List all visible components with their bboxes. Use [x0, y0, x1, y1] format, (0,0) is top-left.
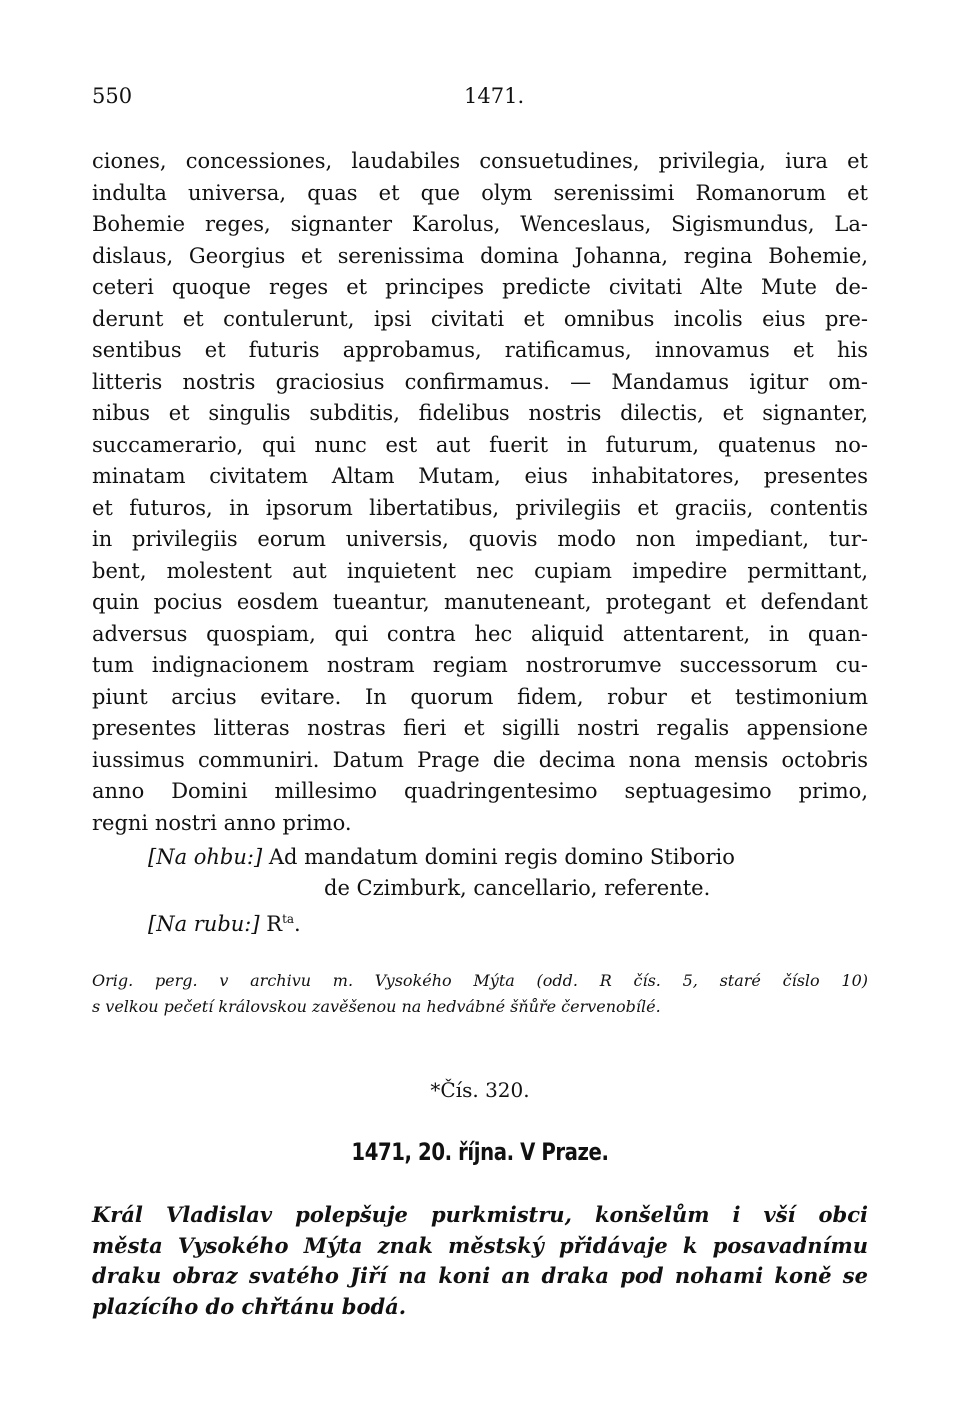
text-line: in privilegiis eorum universis, quovis modo non impediant, tur-	[92, 527, 868, 551]
endorsement-margin	[148, 904, 548, 940]
endorsement-text: Ad mandatum domini regis domino Stiborio	[268, 845, 735, 869]
text-line: tum indignacionem nostram regiam nostrorumve successorum cu-	[92, 653, 868, 677]
text-line: bent, molestent aut inquietent nec cupiam impedire permittant,	[92, 558, 868, 583]
source-note-line: s velkou pečetí královskou zavěšenou na hedvábné šňůře červenobílé.	[92, 997, 661, 1016]
text-line: et futuros, in ipsorum libertatibus, privilegiis et graciis, contentis	[92, 495, 868, 520]
abstract-line: Král Vladislav polepšuje purkmistru, konšelům i vší obci	[92, 1202, 868, 1227]
endorsement-text-continued: de Czimburk, cancellario, referente.	[324, 876, 711, 900]
abstract-line: draku obraz svatého Jiří na koni an draka pod nohami koně se	[92, 1263, 868, 1288]
text-line: indulta universa, quas et que olym serenissimi Romanorum et	[92, 180, 868, 205]
registration-mark-suffix: .	[294, 912, 301, 936]
text-line: derunt et contulerunt, ipsi civitati et omnibus incolis eius pre-	[92, 306, 868, 331]
text-line: Bohemie reges, signanter Karolus, Wenceslaus, Sigismundus, La-	[92, 212, 868, 236]
abstract-line: plazícího do chřtánu bodá.	[92, 1293, 407, 1319]
page-header	[92, 84, 872, 110]
document-abstract	[92, 1200, 868, 1322]
text-line: sentibus et futuris approbamus, ratificamus, innovamus et his	[92, 338, 868, 362]
document-number: *Čís. 320.	[430, 1078, 530, 1102]
endorsement-label: [Na ohbu:]	[148, 845, 263, 869]
endorsement-fold	[148, 842, 868, 904]
text-line: dislaus, Georgius et serenissima domina Johanna, regina Bohemie,	[92, 243, 868, 268]
document-date-heading: 1471, 20. října. V Praze.	[351, 1138, 609, 1166]
registration-mark: R	[266, 912, 283, 936]
registration-mark-superscript: ta	[282, 912, 295, 926]
text-line: minatam civitatem Altam Mutam, eius inhabitatores, presentes	[92, 464, 868, 488]
text-line: adversus quospiam, qui contra hec aliquid attentarent, in quan-	[92, 621, 868, 646]
text-line: nibus et singulis subditis, fidelibus nostris dilectis, et signanter,	[92, 401, 868, 425]
running-head-year: 1471.	[464, 84, 525, 108]
text-line: ciones, concessiones, laudabiles consuetudines, privilegia, iura et	[92, 149, 868, 173]
text-line: ceteri quoque reges et principes predicte civitati Alte Mute de-	[92, 275, 868, 299]
source-note-line: Orig. perg. v archivu m. Vysokého Mýta (odd. R čís. 5, staré číslo 10)	[92, 971, 868, 990]
abstract-line: města Vysokého Mýta znak městský přidávaje k posavadnímu	[92, 1232, 868, 1258]
source-note	[92, 968, 868, 1020]
text-line: litteris nostris graciosius confirmamus. — Mandamus igitur om-	[92, 369, 868, 394]
text-line: iussimus communiri. Datum Prage die decima nona mensis octobris	[92, 747, 868, 772]
margin-label: [Na rubu:]	[148, 912, 260, 936]
text-line: presentes litteras nostras fieri et sigilli nostri regalis appensione	[92, 716, 868, 740]
text-line: succamerario, qui nunc est aut fuerit in futurum, quatenus no-	[92, 432, 868, 457]
page-number: 550	[92, 84, 133, 108]
text-line: piunt arcius evitare. In quorum fidem, robur et testimonium	[92, 684, 868, 709]
text-line: quin pocius eosdem tueantur, manuteneant, protegant et defendant	[92, 590, 868, 614]
charter-text	[92, 146, 868, 839]
text-line: regni nostri anno primo.	[92, 810, 352, 835]
text-line: anno Domini millesimo quadringentesimo septuagesimo primo,	[92, 779, 868, 803]
